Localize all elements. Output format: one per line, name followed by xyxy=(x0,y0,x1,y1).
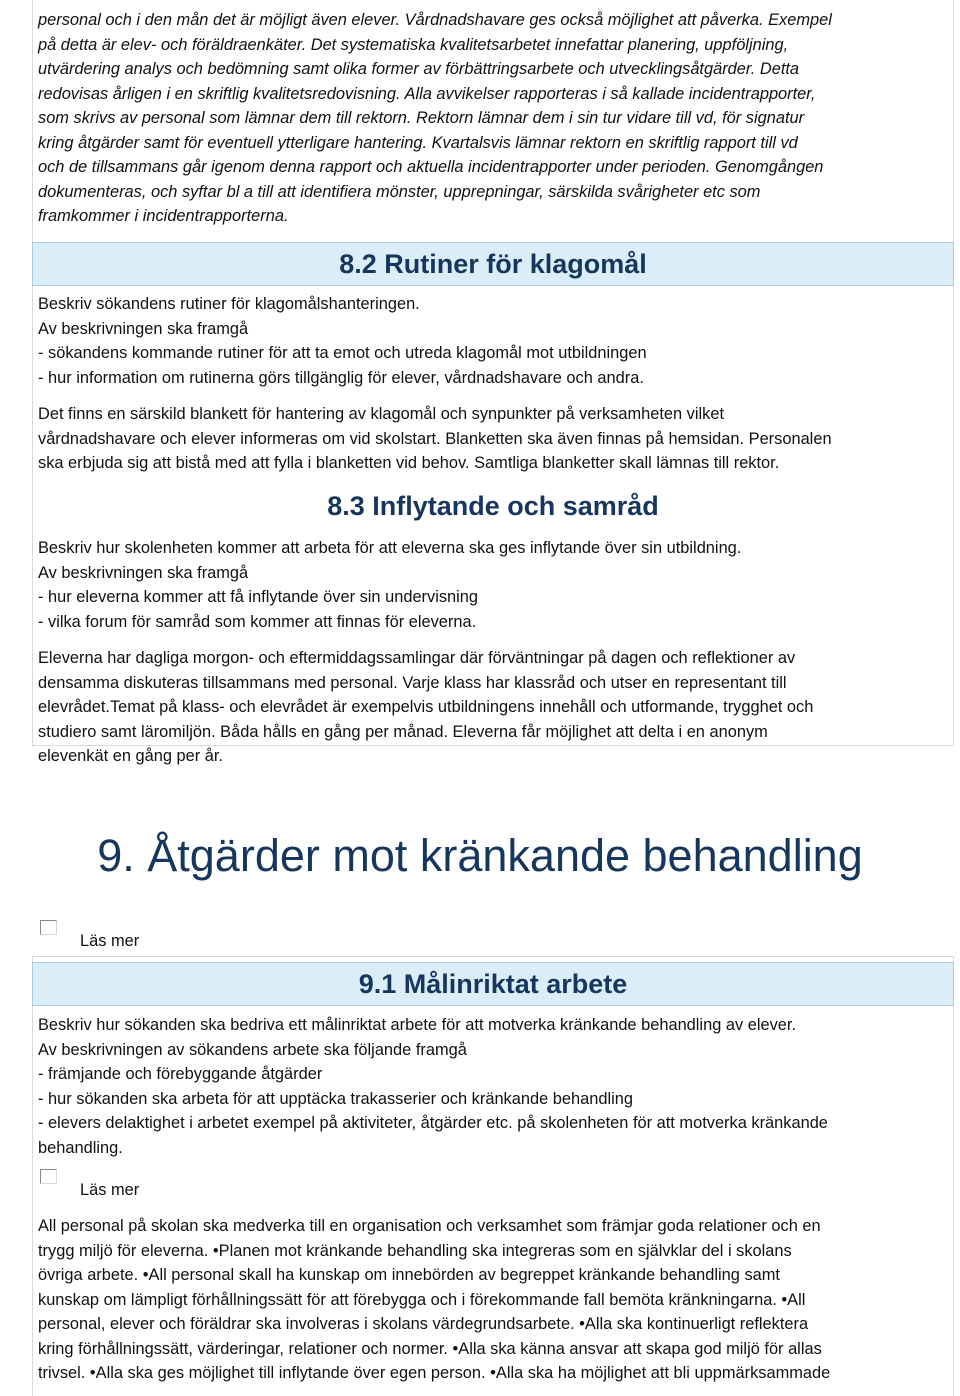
read-more-checkbox-9-1[interactable] xyxy=(40,1169,57,1184)
section-8-3-title: 8.3 Inflytande och samråd xyxy=(327,491,659,521)
section-8-3-answer: Eleverna har dagliga morgon- och eftermiddagssamlingar där förväntningar på dagen och reflektioner av densamma diskuteras tillsammans med personal. Varje klass har klassråd och utser en representant till elevrådet.Temat på klass- och elevrådet är exempelvis utbildningens innehåll och utformande, trygghet och studiero samt läromiljön. Båda hålls en gång per månad. Eleverna får möjlighet att delta i en anonym elevenkät en gång per år. xyxy=(38,649,814,765)
intro-paragraph: personal och i den mån det är möjligt även elever. Vårdnadshavare ges också möjlighet att påverka. Exempel på detta är elev- och föräldraenkäter. Det systematiska kvalitetsarbetet innefattar planering, uppföljning, utvärdering analys och bedömning samt olika former av förbättringsarbete och utvecklingsåtgärder. Detta redovisas årligen i en skriftlig kvalitetsredovisning. Alla avvikelser rapporteras i så kallade incidentrapporter, som skrivs av personal som lämnar dem till rektorn. Rektorn lämnar dem i sin tur vidare till vd, för signatur kring åtgärder samt för eventuell ytterligare hantering. Kvartalsvis lämnar rektorn en skriftlig rapport till vd och de tillsammans går igenom denna rapport och aktuella incidentrapporter under perioden. Genomgången dokumenteras, och syftar bl a till att identifiera mönster, upprepningar, särskilda svårigheter etc som framkommer i incidentrapporterna. xyxy=(38,11,832,225)
section-8-3-instructions: Beskriv hur skolenheten kommer att arbeta för att eleverna ska ges inflytande över sin utbildning. Av beskrivningen ska framgå - hur eleverna kommer att få inflytande över sin undervisning - vilka forum för samråd som kommer att finnas för eleverna. xyxy=(38,539,742,631)
section-8-2-title: 8.2 Rutiner för klagomål xyxy=(339,249,647,279)
section-9-1-title: 9.1 Målinriktat arbete xyxy=(358,969,628,999)
section-8-2-answer: Det finns en särskild blankett för hantering av klagomål och synpunkter på verksamheten vilket vårdnadshavare och elever informeras om vid skolstart. Blanketten ska även finnas på hemsidan. Personalen ska erbjuda sig att bistå med att fylla i blanketten vid behov. Samtliga blanketter skall lämnas till rektor. xyxy=(38,405,832,472)
read-more-checkbox[interactable] xyxy=(40,920,57,935)
section-9-title: 9. Åtgärder mot kränkande behandling xyxy=(97,830,863,881)
read-more-link-9-1[interactable]: Läs mer xyxy=(80,1181,140,1199)
section-9-1-instructions: Beskriv hur sökanden ska bedriva ett målinriktat arbete för att motverka kränkande behandling av elever. Av beskrivningen av sökandens arbete ska följande framgå - främjande och förebyggande åtgärder - hur sökanden ska arbeta för att upptäcka trakasserier och kränkande behandling - elevers delaktighet i arbetet exempel på aktiviteter, åtgärder etc. på skolenheten för att motverka kränkande behandling. xyxy=(38,1016,828,1157)
read-more-link[interactable]: Läs mer xyxy=(80,932,140,950)
section-9-1-answer: All personal på skolan ska medverka till en organisation och verksamhet som främjar goda relationer och en trygg miljö för eleverna. •Planen mot kränkande behandling ska integreras som en självklar del i skolans övriga arbete. •All personal skall ha kunskap om innebörden av begreppet kränkande behandling samt kunskap om lämpligt förhållningssätt för att förebygga och i förekommande fall bemöta kränkningarna. •All personal, elever och föräldrar ska involveras i skolans värdegrundsarbete. •Alla ska kontinuerligt reflektera kring förhållningssätt, värderingar, relationer och normer. •Alla ska känna ansvar att skapa god miljö för allas trivsel. •Alla ska ges möjlighet till inflytande över egen person. •Alla ska ha möjlighet att bli uppmärksammade xyxy=(38,1217,831,1382)
section-8-2-instructions: Beskriv sökandens rutiner för klagomålshanteringen. Av beskrivningen ska framgå - sökandens kommande rutiner för att ta emot och utreda klagomål mot utbildningen - hur information om rutinerna görs tillgänglig för elever, vårdnadshavare och andra. xyxy=(38,295,647,387)
